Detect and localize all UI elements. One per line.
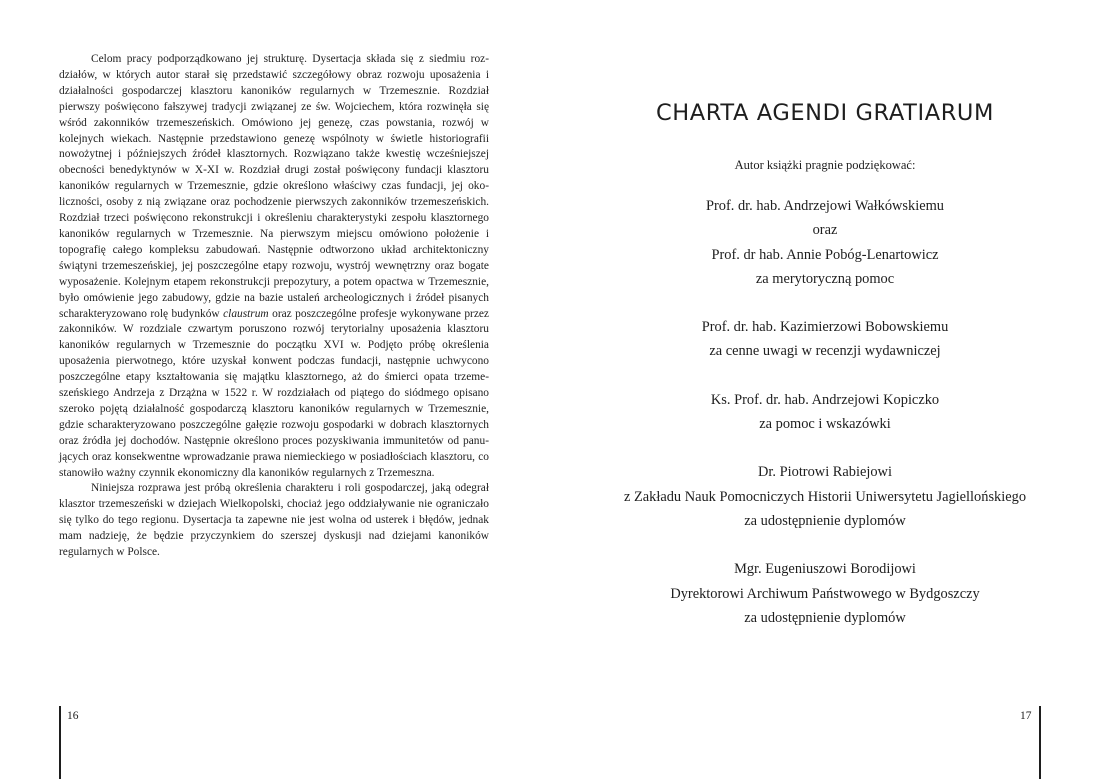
acknowledgement-line: Mgr. Eugeniuszowi Borodijowi — [734, 561, 916, 578]
footer-rule-right — [1039, 706, 1041, 779]
acknowledgement-line: Prof. dr. hab. Andrzejowi Wałkówskiemu — [706, 198, 944, 214]
footer-rule-left — [59, 706, 61, 779]
acknowledgement-line: Dr. Piotrowi Rabiejowi — [758, 464, 892, 481]
acknowledgement-line: oraz — [812, 222, 838, 239]
text-run: Niniejsza rozprawa jest próbą określenia charakteru i roli gospodarczej, jaką odegrał klasztor trzemeszeński w dziejach Wielkopolski, chociaż jego oddziaływanie nie ograniczało się tylko do tego regionu. Dysertacja ta zapewne nie jest wolna od usterek i błędów, jednak mam nadzieję, że będzie przyczynkiem do szerszej dyskusji nad dziejami kanoników regularnych w Polsce. — [59, 482, 489, 559]
acknowledgement-entry — [550, 557, 1100, 630]
right-page — [550, 0, 1100, 779]
body-text — [59, 52, 489, 561]
acknowledgement-line: Prof. dr hab. Annie Pobóg-Lenartowicz — [711, 246, 939, 263]
acknowledgement-line: za udostępnienie dyplomów — [744, 609, 906, 626]
acknowledgement-entry — [550, 388, 1100, 437]
acknowledgement-line: za pomoc i wskazówki — [759, 416, 891, 433]
acknowledgement-line: Dyrektorowi Archiwum Państwowego w Bydgoszczy — [670, 585, 980, 602]
acknowledgement-line: za merytoryczną pomoc — [755, 270, 895, 287]
acknowledgement-line: Prof. dr. hab. Kazimierzowi Bobowskiemu — [701, 319, 949, 336]
acknowledgements-list — [550, 194, 1100, 654]
paragraph — [59, 52, 489, 481]
acknowledgement-entry — [550, 460, 1100, 533]
acknowledgement-entry — [550, 315, 1100, 364]
text-run: oraz poszczególne profesje wykonywane przez zakonników. W rozdziale czwartym poruszono rozwój terytorialny uposażenia klasztoru kanoników regularnych w Trzemesznie do początku XVI w. Podjęto próbę określenia uposażenia pierwotnego, które uzyskał konwent podczas fundacji, następnie uchwycono poszczególne etapy kształtowania się majątku klasztornego, aż do śmierci opata trzemeszeńskiego Andrzeja z Drzążna w 1522 r. W rozdziałach od piątego do siódmego opisano szeroko pojętą działalność gospodarczą klasztoru kanoników regularnych w Trzemesznie, gdzie scharakteryzowano poszczególne gałęzie rozwoju gospodarki w dobrach klasztornych oraz źródła jej dochodów. Następnie określono proces pozyskiwania immunitetów od panujących oraz konsekwentne wprowadzanie prawa niemieckiego w posiadłościach klasztoru, co stanowiło ważny czynnik ekonomiczny dla kanoników regularnych z Trzemeszna. — [59, 307, 489, 479]
italic-term: claustrum — [223, 307, 269, 320]
acknowledgement-line: za cenne uwagi w recenzji wydawniczej — [709, 343, 941, 360]
acknowledgement-entry — [550, 194, 1100, 291]
acknowledgement-line: Ks. Prof. dr. hab. Andrzejowi Kopiczko — [710, 391, 940, 408]
paragraph — [59, 481, 489, 561]
page-number-left: 16 — [67, 710, 79, 722]
page-number-right: 17 — [1020, 710, 1032, 722]
acknowledgement-line: za udostępnienie dyplomów — [744, 512, 906, 529]
lead-text: Autor książki pragnie podziękować: — [734, 158, 916, 172]
acknowledgement-line: z Zakładu Nauk Pomocniczych Historii Uniwersytetu Jagiellońskiego — [623, 488, 1027, 505]
text-run: Celom pracy podporządkowano jej strukturę. Dysertacja składa się z siedmiu rozdziałów, w których autor starał się przedstawić szczegółowy obraz rozwoju uposażenia i działalności gospodarczej klasztoru kanoników regularnych w Trzemesznie. Rozdział pierwszy poświęcono fałszywej tradycji związanej ze św. Wojciechem, która rozwinęła się wśród zakonników trzemeszeńskich. Omówiono jej genezę, czas powstania, rozwój w kolejnych wiekach. Następnie przedstawiono genezę wspólnoty w świetle historiografii nowożytnej i późniejszych źródeł klasztornych. Rozwiązano także kwestię wcześniejszej obecności benedyktynów w X-XI w. Rozdział drugi został poświęcony fundacji klasztoru kanoników regularnych w Trzemesznie, gdzie określono właściwy czas fundacji, jej okoliczności, osoby z nią związane oraz pochodzenie pierwszych zakonników trzemeszeńskich. Rozdział trzeci poświęcono rekonstrukcji i określeniu charakterystyki zespołu klasztornego kanoników regularnych w Trzemesznie. Na pierwszym miejscu omówiono położenie i topografię całego kompleksu zabudowań. Następnie odtworzono układ architektoniczny świątyni trzemeszeńskiej, jej poszczególne etapy rozwoju, wystrój wewnętrzny oraz bogate wyposażenie. Kolejnym etapem rekonstrukcji prepozytury, a potem opactwa w Trzemesznie, było omówienie jego zabudowy, gdzie na bazie ustaleń archeologicznych i źródeł pisanych scharakteryzowano rolę budynków — [59, 53, 489, 320]
page-title: CHARTA AGENDI GRATIARUM — [655, 100, 995, 126]
